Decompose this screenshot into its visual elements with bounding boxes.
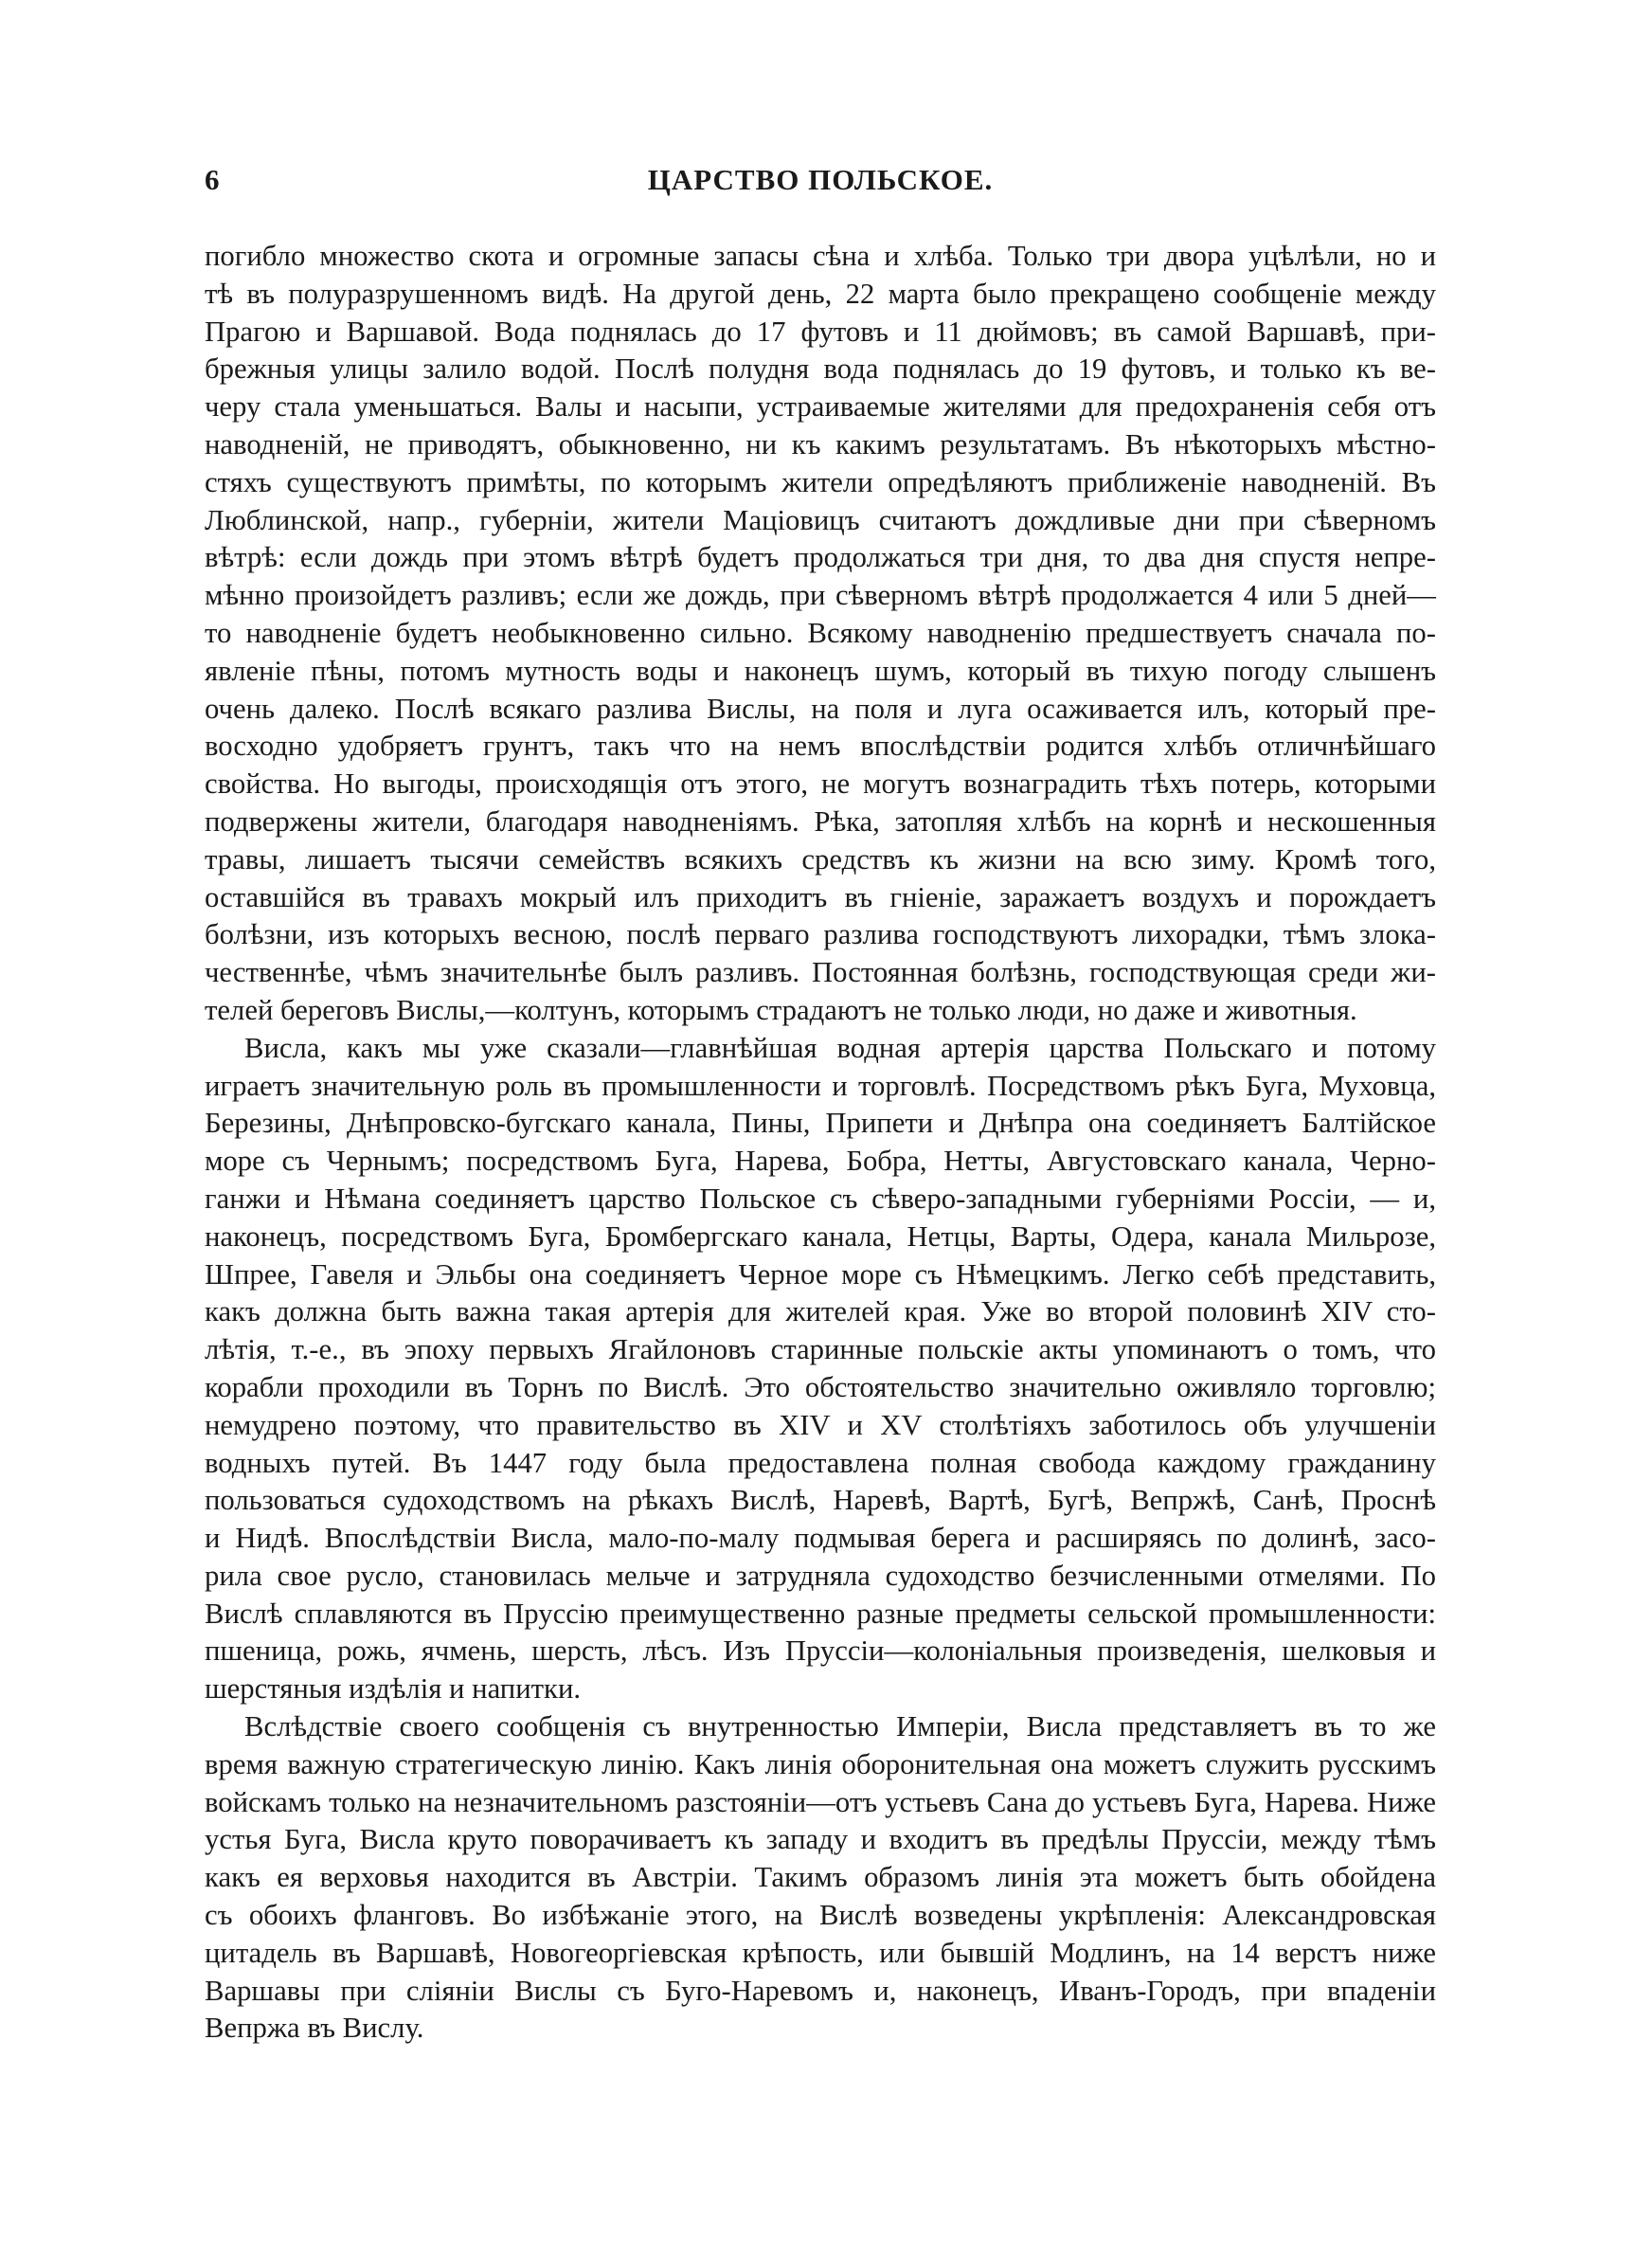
paragraph	[205, 1708, 1436, 2048]
text-line: съ обоихъ фланговъ. Во избѣжаніе этого, на Вислѣ возведены укрѣпленія: Александровская	[205, 1899, 1436, 1932]
page-header	[205, 163, 1436, 201]
text-line: и Нидѣ. Впослѣдствіи Висла, мало-по-малу подмывая берега и расширяясь по долинѣ, засо-	[205, 1522, 1436, 1555]
running-title: ЦАРСТВО ПОЛЬСКОЕ.	[647, 163, 994, 196]
text-line: водныхъ путей. Въ 1447 году была предоставлена полная свобода каждому гражданину	[205, 1446, 1436, 1479]
text-line: рила свое русло, становилась мельче и затрудняла судоходство безчисленными отмелями. По	[205, 1559, 1436, 1592]
text-line: Вепржа въ Вислу.	[205, 2012, 424, 2045]
text-line: устья Буга, Висла круто поворачиваетъ къ западу и входитъ въ предѣлы Пруссіи, между тѣмъ	[205, 1823, 1436, 1856]
text-line: восходно удобряетъ грунтъ, такъ что на немъ впослѣдствіи родится хлѣбъ отличнѣйшаго	[205, 730, 1436, 763]
text-line: вѣтрѣ: если дождь при этомъ вѣтрѣ будетъ продолжаться три дня, то два дня спустя непре-	[205, 541, 1436, 574]
paragraph	[205, 1030, 1436, 1708]
text-line: то наводненіе будетъ необыкновенно сильно. Всякому наводненію предшествуетъ сначала по-	[205, 616, 1436, 649]
text-line: стяхъ существуютъ примѣты, по которымъ жители опредѣляютъ приближеніе наводненій. Въ	[205, 465, 1436, 498]
text-line: наводненій, не приводятъ, обыкновенно, ни къ какимъ результатамъ. Въ нѣкоторыхъ мѣстно-	[205, 427, 1436, 460]
text-line: черу стала уменьшаться. Валы и насыпи, устраиваемые жителями для предохраненія себя отъ	[205, 390, 1436, 424]
text-line: свойства. Но выгоды, происходящія отъ этого, не могутъ вознаградить тѣхъ потерь, которыми	[205, 767, 1436, 801]
body-text	[205, 238, 1436, 2048]
page-number: 6	[205, 163, 220, 196]
text-line: погибло множество скота и огромные запасы сѣна и хлѣба. Только три двора уцѣлѣли, но и	[205, 240, 1436, 272]
text-line: корабли проходили въ Торнъ по Вислѣ. Это обстоятельство значительно оживляло торговлю;	[205, 1370, 1436, 1403]
text-line: время важную стратегическую линію. Какъ линія оборонительная она можетъ служить русскимъ	[205, 1747, 1436, 1780]
text-line: очень далеко. Послѣ всякаго разлива Вислы, на поля и луга осаживается илъ, который пре-	[205, 692, 1436, 725]
text-line: мѣнно произойдетъ разливъ; если же дождь, при сѣверномъ вѣтрѣ продолжается 4 или 5 дней—	[205, 579, 1436, 612]
text-line: Люблинской, напр., губерніи, жители Маціовицъ считаютъ дождливые дни при сѣверномъ	[205, 503, 1436, 536]
text-line: оставшійся въ травахъ мокрый илъ приходитъ въ гніеніе, заражаетъ воздухъ и порождаетъ	[205, 880, 1436, 913]
text-line: брежныя улицы залило водой. Послѣ полудня вода поднялась до 19 футовъ, и только къ ве-	[205, 352, 1436, 386]
text-line: Вслѣдствіе своего сообщенія съ внутренностью Имперіи, Висла представляетъ въ то же	[244, 1710, 1436, 1743]
text-line: какъ ея верховья находится въ Австріи. Такимъ образомъ линія эта можетъ быть обойдена	[205, 1861, 1436, 1894]
text-line: немудрено поэтому, что правительство въ XIV и XV столѣтіяхъ заботилось объ улучшеніи	[205, 1408, 1436, 1441]
text-line: тѣ въ полуразрушенномъ видѣ. На другой день, 22 марта было прекращено сообщеніе между	[205, 277, 1436, 310]
text-line: шерстяныя издѣлія и напитки.	[205, 1672, 582, 1706]
text-line: наконецъ, посредствомъ Буга, Бромбергскаго канала, Нетцы, Варты, Одера, канала Мильрозе,	[205, 1219, 1436, 1253]
text-line: травы, лишаетъ тысячи семействъ всякихъ средствъ къ жизни на всю зиму. Кромѣ того,	[205, 842, 1436, 876]
text-line: подвержены жители, благодаря наводненіямъ. Рѣка, затопляя хлѣбъ на корнѣ и нескошенныя	[205, 804, 1436, 838]
text-line: Березины, Днѣпровско-бугскаго канала, Пины, Припети и Днѣпра она соединяетъ Балтійское	[205, 1107, 1436, 1140]
text-line: болѣзни, изъ которыхъ весною, послѣ перваго разлива господствуютъ лихорадки, тѣмъ злока-	[205, 918, 1436, 951]
text-line: море съ Чернымъ; посредствомъ Буга, Нарева, Бобра, Нетты, Августовскаго канала, Черно-	[205, 1145, 1436, 1178]
text-line: Шпрее, Гавеля и Эльбы она соединяетъ Черное море съ Нѣмецкимъ. Легко себѣ представить,	[205, 1257, 1436, 1291]
text-line: ганжи и Нѣмана соединяетъ царство Польское съ сѣверо-западными губерніями Россіи, — и,	[205, 1182, 1436, 1215]
text-line: чественнѣе, чѣмъ значительнѣе былъ разливъ. Постоянная болѣзнь, господствующая среди жи-	[205, 956, 1436, 989]
text-line: войскамъ только на незначительномъ разстояніи—отъ устьевъ Сана до устьевъ Буга, Нарева. Ниже	[205, 1785, 1436, 1818]
text-line: Варшавы при сліяніи Вислы съ Буго-Наревомъ и, наконецъ, Иванъ-Городъ, при впаденіи	[205, 1974, 1436, 2007]
text-line: цитадель въ Варшавѣ, Новогеоргіевская крѣпость, или бывшій Модлинъ, на 14 верстъ ниже	[205, 1936, 1436, 1969]
text-line: играетъ значительную роль въ промышленности и торговлѣ. Посредствомъ рѣкъ Буга, Муховца,	[205, 1069, 1436, 1102]
text-line: явленіе пѣны, потомъ мутность воды и наконецъ шумъ, который въ тихую погоду слышенъ	[205, 654, 1436, 687]
text-line: лѣтія, т.-е., въ эпоху первыхъ Ягайлоновъ старинные польскіе акты упоминаютъ о томъ, что	[205, 1333, 1436, 1366]
text-line: пшеница, рожь, ячмень, шерсть, лѣсъ. Изъ Пруссіи—колоніальныя произведенія, шелковыя и	[205, 1634, 1436, 1668]
text-line: какъ должна быть важна такая артерія для жителей края. Уже во второй половинѣ XIV сто-	[205, 1295, 1436, 1328]
text-line: Вислѣ сплавляются въ Пруссію преимущественно разные предметы сельской промышленности:	[205, 1597, 1436, 1630]
text-line: Висла, какъ мы уже сказали—главнѣйшая водная артерія царства Польскаго и потому	[244, 1031, 1436, 1064]
text-line: Прагою и Варшавой. Вода поднялась до 17 футовъ и 11 дюймовъ; въ самой Варшавѣ, при-	[205, 315, 1436, 348]
text-line: пользоваться судоходствомъ на рѣкахъ Вислѣ, Наревѣ, Вартѣ, Бугѣ, Вепржѣ, Санѣ, Проснѣ	[205, 1484, 1436, 1517]
paragraph	[205, 238, 1436, 1030]
text-line: телей береговъ Вислы,—колтунъ, которымъ страдаютъ не только люди, но даже и животныя.	[205, 993, 1357, 1026]
